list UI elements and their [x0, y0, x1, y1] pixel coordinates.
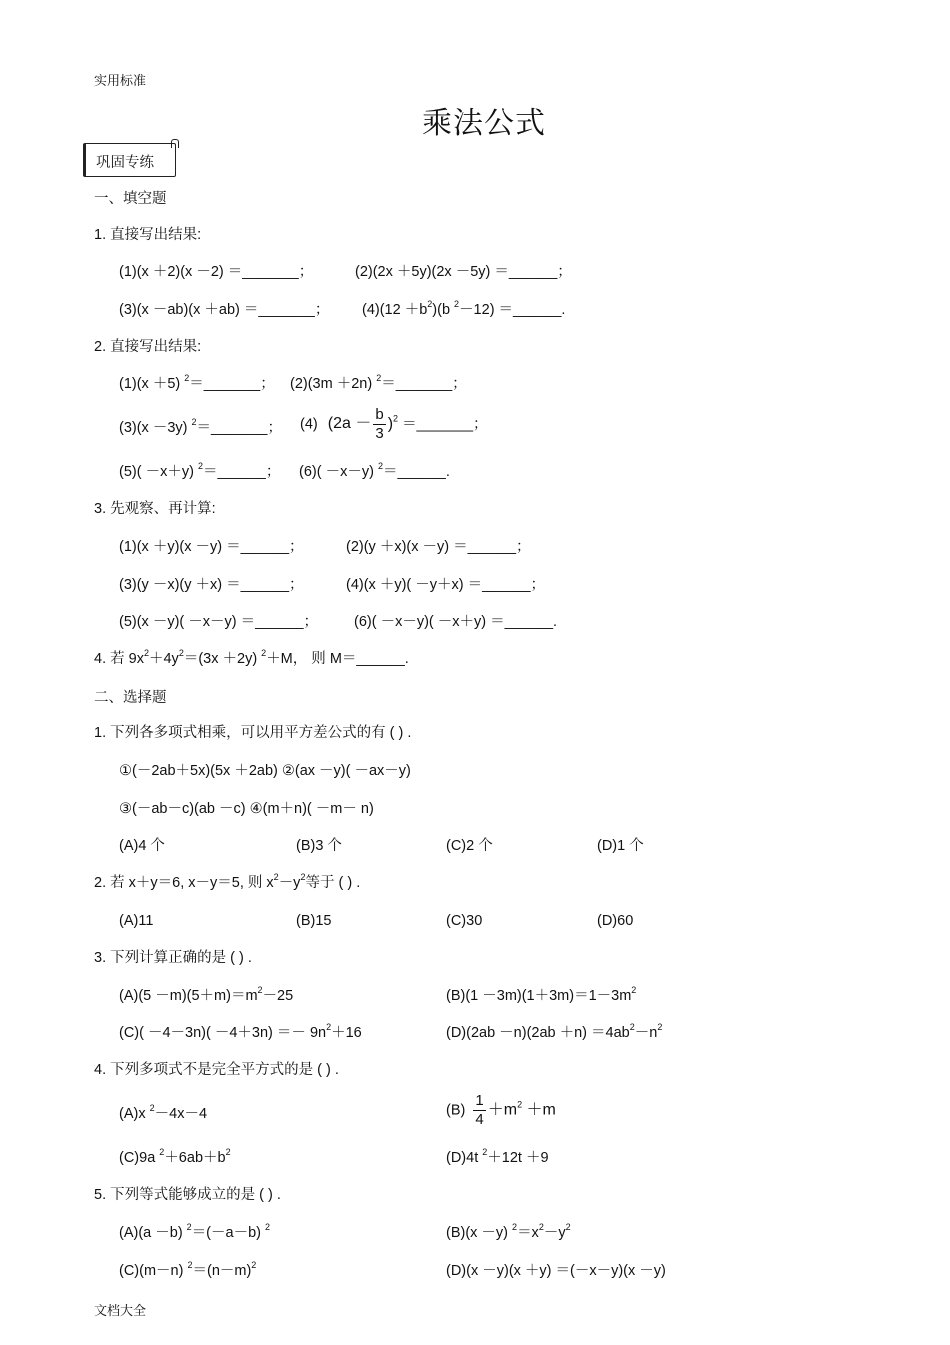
p2-q3-option-b: $(B)(1 -3m)(1+3m)=1-3m^2$: [446, 985, 637, 1004]
p2-q2-option-b: (B)15: [296, 913, 332, 929]
p1-q3-stem: 3. 先观察、再计算:: [94, 501, 216, 517]
p1-q3-item4: (4)(x ＋y)( －y＋x) ＝______；: [346, 577, 546, 593]
section-scroll-box: [83, 143, 176, 177]
p1-q3-item3: (3)(y －x)(y ＋x) ＝______；: [119, 577, 304, 593]
section-scroll-label: 巩固专练: [96, 155, 154, 171]
p1-q3-item6: (6)( －x－y)( －x＋y) ＝______.: [354, 614, 558, 630]
p2-q4-option-d: (D)4t $^2$＋12t ＋9: [446, 1147, 549, 1166]
p2-q2-option-c: (C)30: [446, 913, 483, 929]
p2-q1-line1: ①(－2ab＋5x)(5x ＋2ab) ②(ax －y)( －ax－y): [119, 763, 411, 779]
p2-q1-option-d: (D)1 个: [597, 838, 644, 854]
p2-q4-stem: 4. 下列多项式不是完全平方式的是 ( ) .: [94, 1062, 339, 1078]
p2-q2-stem: 2. 若 x＋y＝6, x－y＝5, 则 $x^2-y^2$等于 ( ) .: [94, 872, 361, 891]
p1-q1-stem: 1. 直接写出结果:: [94, 227, 202, 243]
p2-q1-option-c: (C)2 个: [446, 838, 493, 854]
page-header-label: 实用标准: [94, 73, 147, 88]
p2-q1-option-a: (A)4 个: [119, 838, 165, 854]
p2-q5-stem: 5. 下列等式能够成立的是 ( ) .: [94, 1187, 281, 1203]
p1-q2-item2: (2)(3m ＋2n) $^2$＝_______；: [290, 373, 467, 392]
p2-q1-line2: ③(－ab－c)(ab －c) ④(m＋n)( －m－ n): [119, 801, 374, 817]
p1-q4: 4. 若 $9x^2+4y^2=(3x +2y)$ $^2$＋M， 则 M＝______.: [94, 648, 409, 667]
page-title: 乘法公式: [422, 106, 546, 141]
p1-q2-item3: (3)(x －3y) $^2$＝_______；: [119, 417, 282, 436]
p1-q1-item1: (1)(x ＋2)(x －2) ＝_______；: [119, 264, 314, 280]
p2-q5-option-c: (C)(m－n) $^2=(n-m)^2$: [119, 1260, 257, 1279]
p2-q3-stem: 3. 下列计算正确的是 ( ) .: [94, 950, 252, 966]
fraction-1-over-4: $\frac{1}{4}$: [475, 1092, 484, 1128]
page-footer-label: 文档大全: [94, 1303, 147, 1318]
p1-q1-item4: $(4)(12 +b^2)(b$ $^2$－12) ＝______.: [362, 299, 566, 318]
p2-q4-option-c: (C)9a $^2+6ab+b^2$: [119, 1147, 231, 1166]
p1-q1-item2: (2)(2x ＋5y)(2x －5y) ＝______；: [355, 264, 572, 280]
part2-heading: 二、选择题: [94, 690, 167, 706]
fraction-b-over-3: $\frac{b}{3}$: [375, 406, 384, 442]
p2-q1-stem: 1. 下列各多项式相乘，可以用平方差公式的有 ( ) .: [94, 725, 412, 741]
p1-q1-item3: (3)(x －ab)(x ＋ab) ＝_______；: [119, 302, 330, 318]
p2-q2-option-a: (A)11: [119, 913, 154, 929]
p2-q2-option-d: (D)60: [597, 913, 634, 929]
p1-q2-item6: (6)( －x－y) $^2$＝______.: [299, 461, 450, 480]
part1-heading: 一、填空题: [94, 191, 167, 207]
p1-q3-item5: (5)(x －y)( －x－y) ＝______；: [119, 614, 319, 630]
p2-q4-option-b: (B) $\frac{1}{4}$ $+m^2 +m$: [446, 1092, 556, 1128]
p2-q5-option-d: (D)(x －y)(x ＋y) ＝(－x－y)(x －y): [446, 1263, 666, 1279]
p1-q3-item2: (2)(y ＋x)(x －y) ＝______；: [346, 539, 531, 555]
p1-q3-item1: (1)(x ＋y)(x －y) ＝______；: [119, 539, 304, 555]
p1-q2-item5: (5)( －x＋y) $^2$＝______；: [119, 461, 281, 480]
p1-q2-stem: 2. 直接写出结果:: [94, 339, 202, 355]
p1-q2-item4: (4) (2a － $\frac{b}{3}$ )$^2$ ＝_______；: [300, 406, 488, 442]
p2-q5-option-b: (B)(x －y) $^2=x^2-y^2$: [446, 1222, 571, 1241]
p1-q2-item1: (1)(x ＋5) $^2$＝_______；: [119, 373, 275, 392]
p2-q3-option-a: $(A)(5 -m)(5+m)=m^2-25$: [119, 985, 294, 1004]
p2-q3-option-c: $(C)( -4-3n)( -4+3n) =- 9n^2+16$: [119, 1022, 362, 1041]
p2-q1-option-b: (B)3 个: [296, 838, 342, 854]
p2-q5-option-a: (A)(a －b) $^2$＝(－a－b) $^2$: [119, 1222, 271, 1241]
p2-q3-option-d: $(D)(2ab -n)(2ab +n) =4ab^2-n^2$: [446, 1022, 663, 1041]
p2-q4-option-a: (A)x $^2$－4x－4: [119, 1103, 208, 1122]
